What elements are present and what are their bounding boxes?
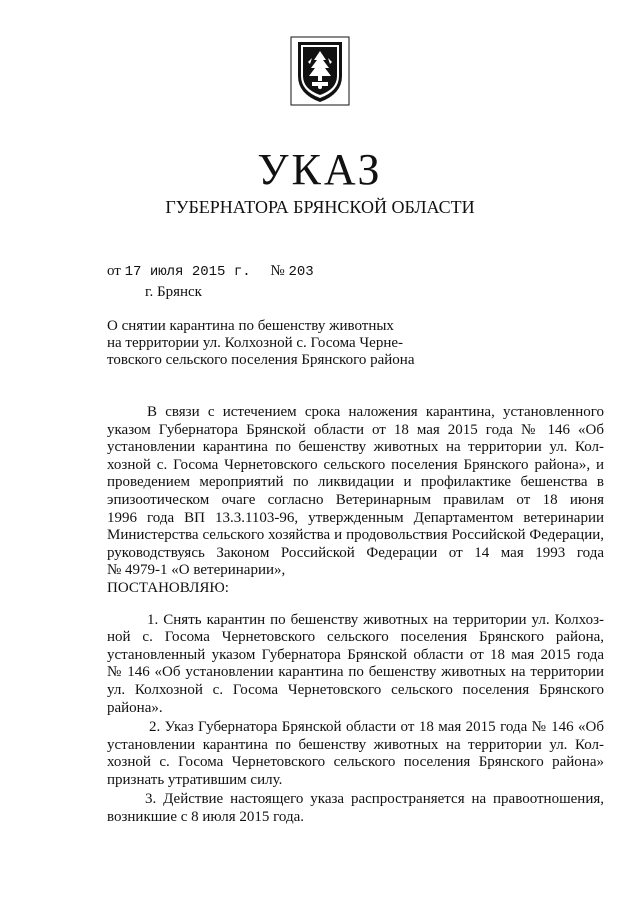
- city: г. Брянск: [145, 284, 202, 300]
- number-sign: №: [270, 263, 285, 279]
- preamble-line: эпизоотическом очаге согласно Ветеринарным правилам от 18 июня: [107, 491, 604, 508]
- decree-number: 203: [288, 264, 314, 280]
- subject-line: товского сельского поселения Брянского района: [107, 352, 415, 368]
- item-2-line: 2. Указ Губернатора Брянской области от 18 мая 2015 года № 146 «Об: [149, 719, 604, 736]
- preamble-line: установлении карантина по бешенству животных на территории ул. Кол-: [107, 439, 604, 456]
- decree-date: 17 июля 2015 г.: [124, 264, 251, 280]
- preamble-line: Министерства сельского хозяйства и продовольствия Российской Федерации,: [107, 527, 604, 544]
- decree-word: ПОСТАНОВЛЯЮ:: [107, 579, 229, 596]
- subject-line: О снятии карантина по бешенству животных: [107, 318, 394, 334]
- preamble-line: руководствуясь Законом Российской Федерации от 14 мая 1993 года: [107, 544, 604, 561]
- item-1-line: 1. Снять карантин по бешенству животных на территории ул. Колхоз-: [147, 611, 604, 628]
- subject-line: на территории ул. Колхозной с. Госома Черне-: [107, 335, 404, 351]
- preamble-line: проведением мероприятий по ликвидации и профилактике бешенства в: [107, 474, 604, 491]
- item-1-line: ул. Колхозной с. Госома Чернетовского сельского поселения Брянского: [107, 681, 604, 698]
- document-subtitle: ГУБЕРНАТОРА БРЯНСКОЙ ОБЛАСТИ: [165, 197, 475, 217]
- item-2-line: установлении карантина по бешенству животных на территории ул. Кол-: [107, 736, 604, 753]
- document-title: УКАЗ: [257, 145, 383, 194]
- decree-body: [107, 404, 604, 827]
- bryansk-coat-of-arms-emblem: [290, 36, 350, 106]
- preamble-line: В связи с истечением срока наложения карантина, установленного: [147, 404, 604, 420]
- item-1-line: № 146 «Об установлении карантина по бешенству животных на территории: [107, 664, 604, 681]
- item-3-line: возникшие с 8 июля 2015 года.: [107, 809, 305, 826]
- item-3-line: 3. Действие настоящего указа распространяется на правоотношения,: [145, 791, 604, 808]
- item-1-line: района».: [107, 699, 163, 716]
- item-1-line: установленный указом Губернатора Брянской области от 18 мая 2015 года: [107, 646, 604, 663]
- item-1-line: ной с. Госома Чернетовского сельского поселения Брянского района,: [107, 629, 604, 646]
- preamble-line: № 4979-1 «О ветеринарии»,: [107, 562, 286, 579]
- preamble-line: хозной с. Госома Чернетовского сельского поселения Брянского района», и: [107, 456, 604, 473]
- decree-subject: [107, 318, 427, 369]
- preamble-line: 1996 года ВП 13.3.1103-96, утвержденным Департаментом ветеринарии: [107, 509, 604, 526]
- preamble-line: указом Губернатора Брянской области от 18 мая 2015 года № 146 «Об: [107, 421, 604, 438]
- item-2-line: хозной с. Госома Чернетовского сельского поселения Брянского района»: [107, 754, 604, 771]
- dateline: [107, 264, 314, 279]
- item-2-line: признать утратившим силу.: [107, 771, 283, 788]
- from-label: от: [107, 263, 121, 279]
